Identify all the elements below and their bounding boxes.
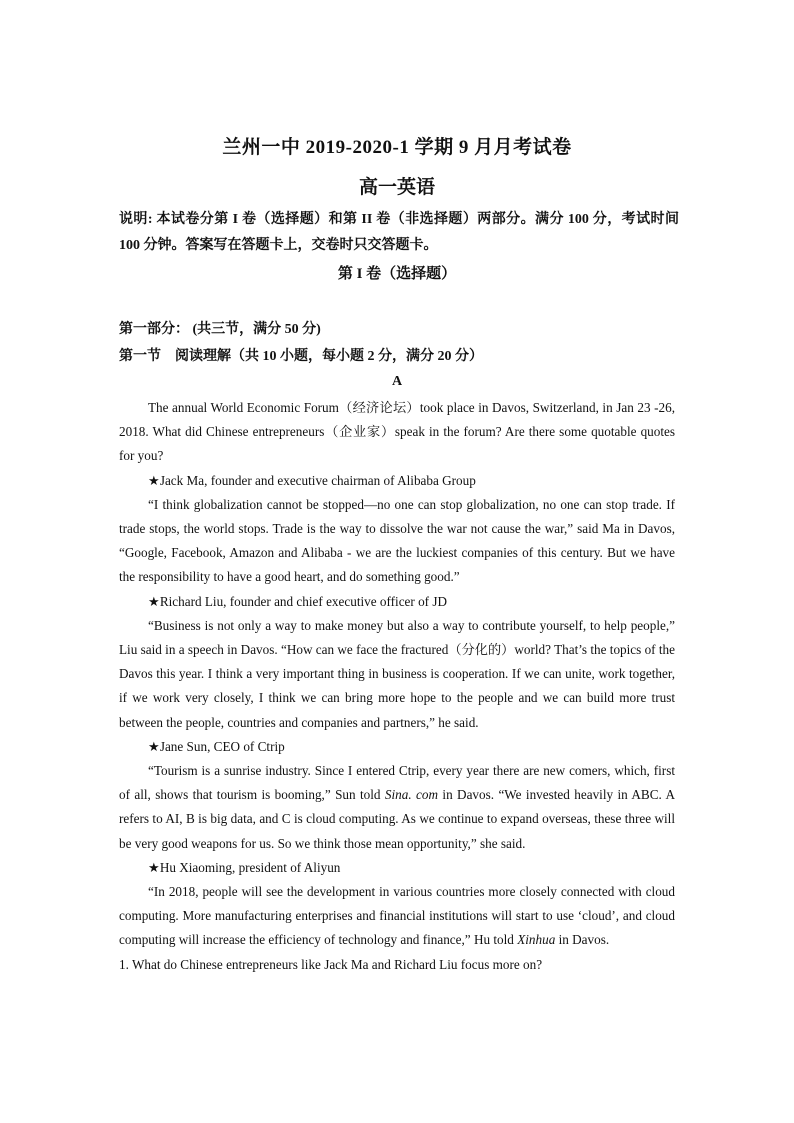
quote-richard-liu: “Business is not only a way to make money but also a way to contribute yourself, to help people,” Liu said in a speech in Davos. “How can we face the fractured（分化的）world? That’s the topics of the Davos this year. I think a very important thing in business is cooperation. If we can unite, work together, if we work very closely, I think we can bring more hope to the people and we can build more trust between the people, countries and companies and partners,” he said.: [119, 617, 675, 730]
part-heading: 第一部分： (共三节，满分 50 分): [119, 322, 321, 337]
question-1: 1. What do Chinese entrepreneurs like Jack Ma and Richard Liu focus more on?: [119, 956, 543, 972]
passage-letter: A: [391, 374, 403, 389]
volume-heading: 第 I 卷（选择题）: [337, 266, 457, 282]
quote-hu-part1: “In 2018, people will see the development in various countries more closely connected with cloud computing. More manufacturing enterprises and financial institutions will start to use ‘cloud’, and cloud computing will increase the efficiency of technology and finance,” Hu told: [119, 884, 675, 948]
speaker-jane-sun: ★Jane Sun, CEO of Ctrip: [148, 738, 285, 754]
quote-hu-part2: in Davos.: [555, 932, 610, 948]
passage-body: [119, 396, 675, 977]
quote-jane-sun-part1: “Tourism is a sunrise industry. Since I entered Ctrip, every year there are new comers, which, first of all, shows that tourism is booming,” Sun told: [119, 763, 675, 803]
quote-hu-xiaoming: [119, 880, 675, 953]
exam-instructions: 说明: 本试卷分第 I 卷（选择题）和第 II 卷（非选择题）两部分。满分 100 分，考试时间100 分钟。答案写在答题卡上，交卷时只交答题卡。: [119, 212, 679, 253]
passage-intro: The annual World Economic Forum（经济论坛）took place in Davos, Switzerland, in Jan 23 -26, 2018. What did Chinese entrepreneurs（企业家）speak in the forum? Are there some quotable quotes for you?: [119, 400, 675, 464]
section-heading: 第一节 阅读理解（共 10 小题，每小题 2 分，满分 20 分）: [119, 349, 483, 364]
quote-jane-sun-part2: in Davos. “We invested heavily in ABC. A refers to AI, B is big data, and C is cloud computing. As we continue to expand overseas, these three will be very good weapons for us. So we think those mean opportunity,” she said.: [119, 787, 675, 851]
quote-jane-sun: [119, 759, 675, 856]
quote-jack-ma: “I think globalization cannot be stopped—no one can stop globalization, no one can stop trade. If trade stops, the world stops. Trade is the way to dissolve the war not cause the war,” said Ma in Davos, “Google, Facebook, Amazon and Alibaba - we are the luckiest companies of this century. But we have the responsibility to have a good heart, and do something good.”: [119, 496, 675, 585]
exam-subject: 高一英语: [358, 177, 435, 198]
source-xinhua: Xinhua: [517, 932, 556, 948]
speaker-hu-xiaoming: ★Hu Xiaoming, president of Aliyun: [148, 859, 341, 875]
speaker-richard-liu: ★Richard Liu, founder and chief executive officer of JD: [148, 593, 448, 609]
speaker-jack-ma: ★Jack Ma, founder and executive chairman of Alibaba Group: [148, 472, 476, 488]
source-sina: Sina. com: [384, 787, 439, 803]
exam-title: 兰州一中 2019-2020-1 学期 9 月月考试卷: [222, 137, 572, 158]
